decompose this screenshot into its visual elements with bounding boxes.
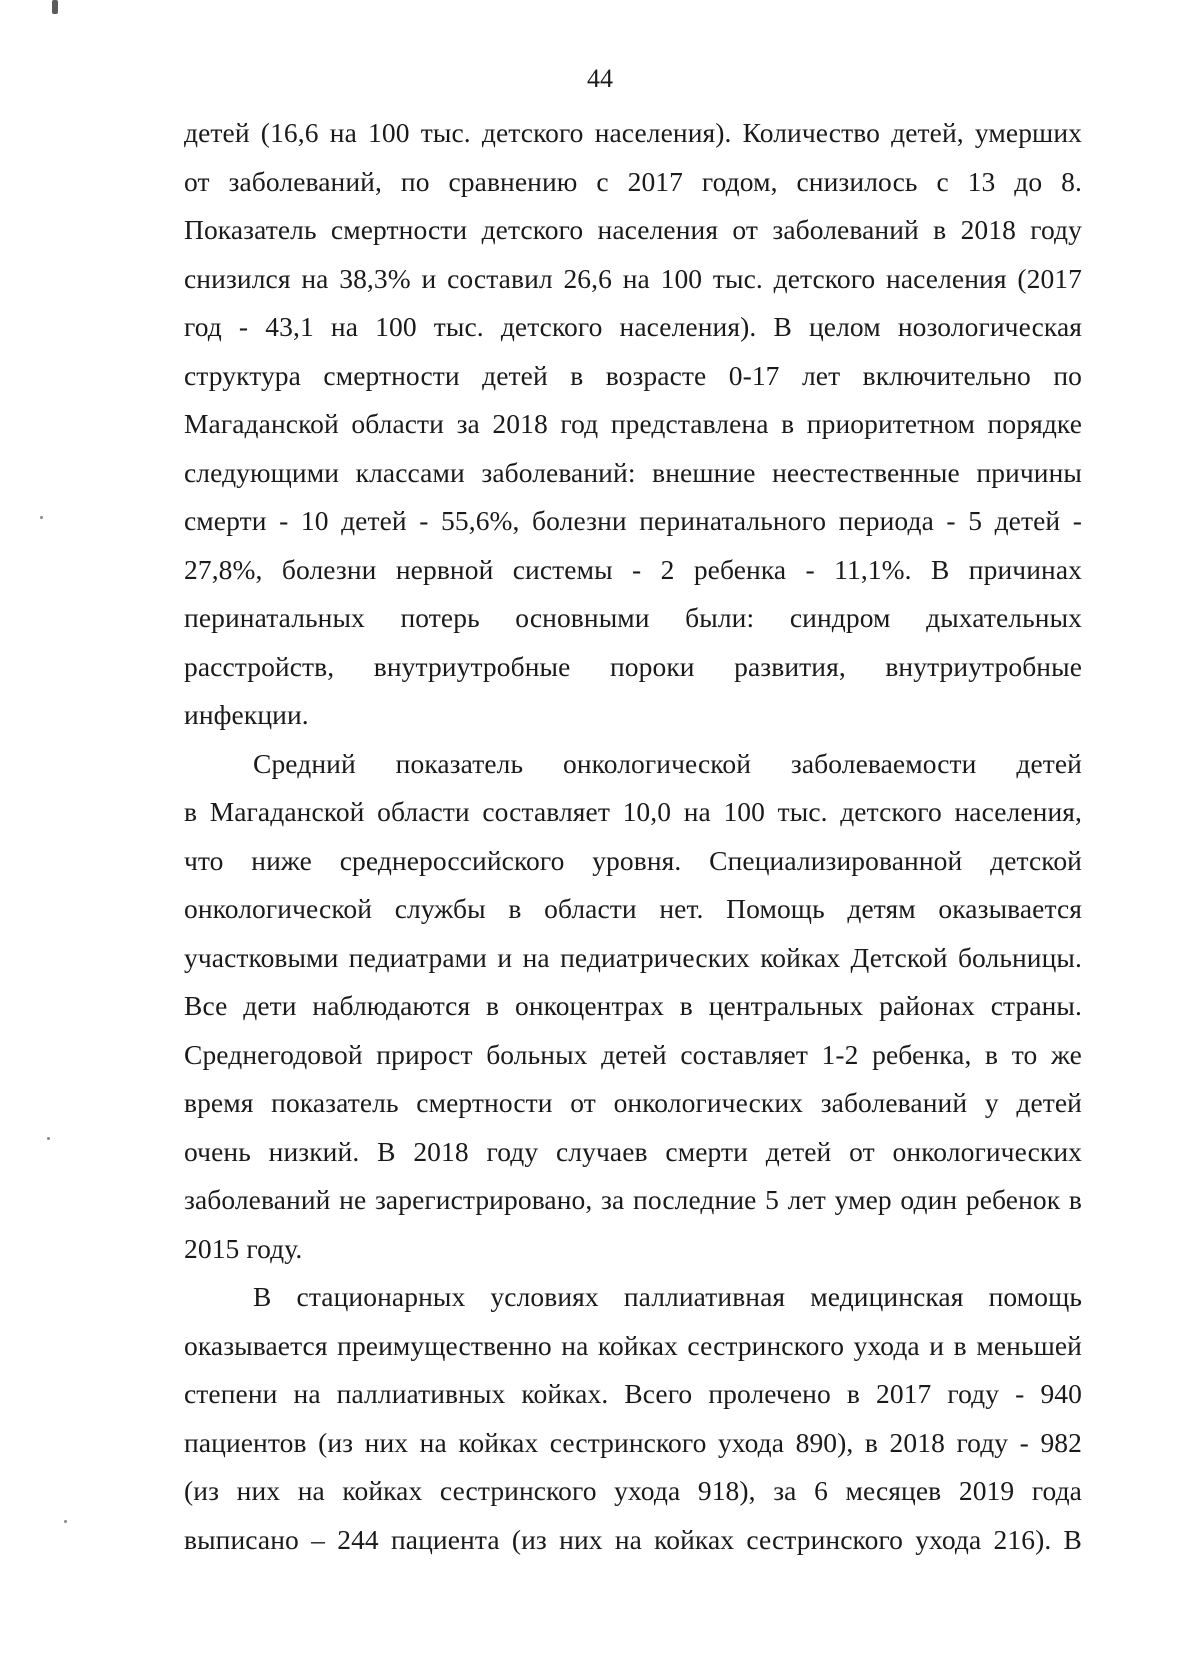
text-line: время показатель смертности от онкологических заболеваний у детей: [184, 1087, 1082, 1118]
text-line: степени на паллиативных койках. Всего пролечено в 2017 году - 940: [184, 1378, 1082, 1409]
text-line: заболеваний не зарегистрировано, за последние 5 лет умер один ребенок в: [184, 1184, 1082, 1215]
scan-artifact-mark: [52, 0, 58, 14]
text-line: снизился на 38,3% и составил 26,6 на 100 тыс. детского населения (2017: [184, 262, 1082, 294]
text-line: онкологической службы в области нет. Помощь детям оказывается: [184, 893, 1082, 924]
text-line: инфекции.: [184, 699, 309, 730]
text-line: что ниже среднероссийского уровня. Специализированной детской: [184, 844, 1082, 876]
text-line: очень низкий. В 2018 году случаев смерти детей от онкологических: [184, 1135, 1082, 1167]
text-line: Все дети наблюдаются в онкоцентрах в центральных районах страны.: [184, 990, 1082, 1021]
text-line: Показатель смертности детского населения от заболеваний в 2018 году: [184, 214, 1082, 245]
text-line: участковыми педиатрами и на педиатрических койках Детской больницы.: [184, 941, 1082, 973]
scan-artifact-dot: [40, 516, 43, 519]
text-line: год - 43,1 на 100 тыс. детского населения). В целом нозологическая: [184, 311, 1082, 342]
text-line: структура смертности детей в возрасте 0-17 лет включительно по: [184, 359, 1082, 391]
text-line: пациентов (из них на койках сестринского ухода 890), в 2018 году - 982: [184, 1426, 1082, 1458]
text-line: выписано – 244 пациента (из них на койках сестринского ухода 216). В: [184, 1523, 1082, 1555]
text-line: детей (16,6 на 100 тыс. детского населения). Количество детей, умерших: [184, 117, 1082, 148]
text-line: смерти - 10 детей - 55,6%, болезни перинатального периода - 5 детей -: [184, 505, 1082, 536]
text-line: перинатальных потерь основными были: синдром дыхательных: [184, 602, 1082, 633]
scan-artifact-dot: [47, 1137, 50, 1140]
text-line: 27,8%, болезни нервной системы - 2 ребенка - 11,1%. В причинах: [184, 553, 1082, 585]
text-line: следующими классами заболеваний: внешние неестественные причины: [184, 456, 1082, 488]
text-line: 2015 году.: [184, 1232, 303, 1264]
page-number: 44: [587, 64, 613, 93]
text-line: в Магаданской области составляет 10,0 на 100 тыс. детского населения,: [184, 796, 1082, 827]
text-line: оказывается преимущественно на койках сестринского ухода и в меньшей: [184, 1329, 1082, 1361]
scan-artifact-dot: [64, 1520, 67, 1523]
text-line: расстройств, внутриутробные пороки развития, внутриутробные: [184, 650, 1082, 682]
text-line: Магаданской области за 2018 год представлена в приоритетном порядке: [184, 408, 1082, 439]
text-line: Среднегодовой прирост больных детей составляет 1-2 ребенка, в то же: [184, 1038, 1082, 1070]
text-line: Средний показатель онкологической заболеваемости детей: [253, 747, 1082, 779]
text-line: В стационарных условиях паллиативная медицинская помощь: [253, 1281, 1082, 1312]
body-text: [184, 109, 1082, 1564]
text-line: от заболеваний, по сравнению с 2017 годом, снизилось с 13 до 8.: [184, 165, 1082, 197]
text-line: (из них на койках сестринского ухода 918), за 6 месяцев 2019 года: [184, 1475, 1082, 1506]
